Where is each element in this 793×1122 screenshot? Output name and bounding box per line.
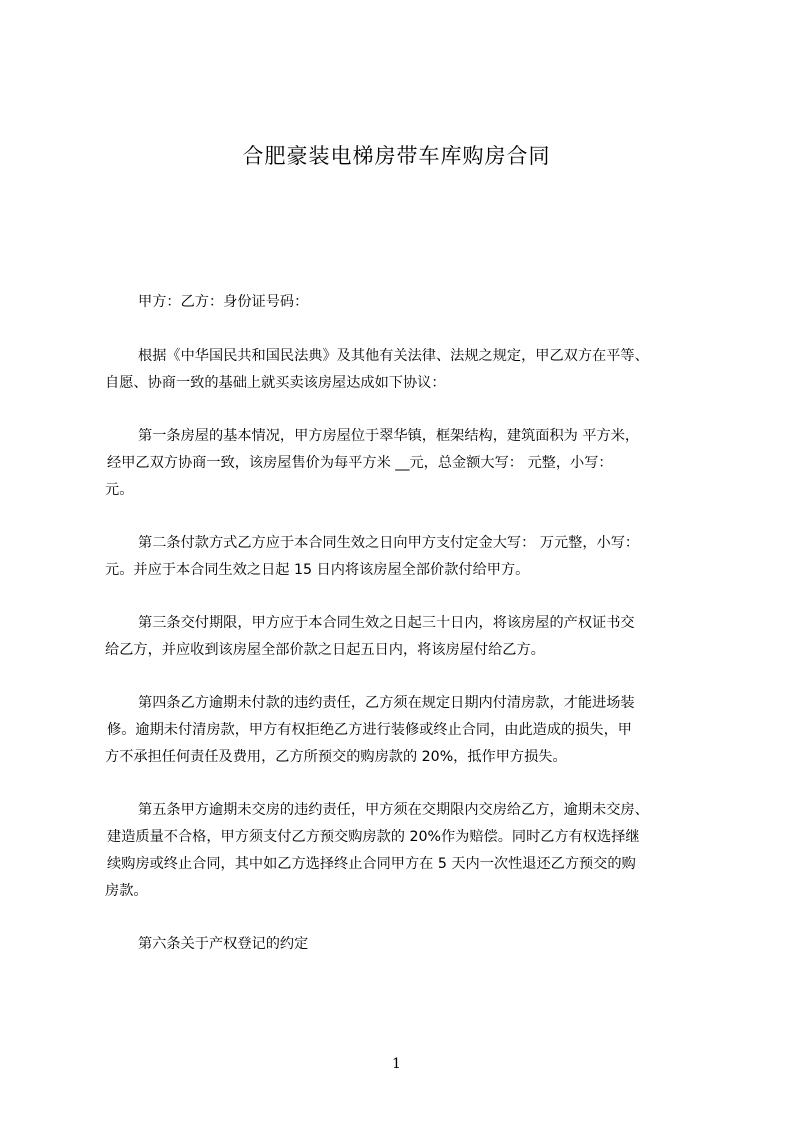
article-2-line-2: 元。并应于本合同生效之日起 15 日内将该房屋全部价款付给甲方。 [105,562,530,578]
article-4-line-3: 方不承担任何责任及费用，乙方所预交的购房款的 20%，抵作甲方损失。 [105,749,567,765]
article-2-line-1: 第二条付款方式乙方应于本合同生效之日向甲方支付定金大写： 万元整，小写： [138,535,640,551]
article-6-line-1: 第六条关于产权登记的约定 [138,936,309,952]
article-1-line-3: 元。 [105,482,134,498]
preamble-line-2: 自愿、协商一致的基础上就买卖该房屋达成如下协议： [105,375,446,391]
preamble-line-1: 根据《中华国民共和国民法典》及其他有关法律、法规之规定，甲乙双方在平等、 [138,348,649,364]
article-3-line-2: 给乙方，并应收到该房屋全部价款之日起五日内，将该房屋付给乙方。 [105,642,545,658]
article-1-line-2: 经甲乙双方协商一致，该房屋售价为每平方米 __元，总金额大写： 元整，小写： [107,455,613,471]
document-title: 合肥豪装电梯房带车库购房合同 [242,144,551,168]
article-5-line-2: 建造质量不合格，甲方须支付乙方预交购房款的 20%作为赔偿。同时乙方有权选择继 [107,829,640,845]
page-number: 1 [392,1056,401,1072]
article-3-line-1: 第三条交付期限，甲方应于本合同生效之日起三十日内，将该房屋的产权证书交 [138,615,635,631]
article-4-line-2: 修。逾期未付清房款，甲方有权拒绝乙方进行装修或终止合同，由此造成的损失，甲 [107,722,632,738]
article-1-line-1: 第一条房屋的基本情况，甲方房屋位于翠华镇，框架结构，建筑面积为 平方米， [138,428,640,444]
article-5-line-1: 第五条甲方逾期未交房的违约责任，甲方须在交期限内交房给乙方，逾期未交房、 [138,802,649,818]
article-5-line-3: 续购房或终止合同，其中如乙方选择终止合同甲方在 5 天内一次性退还乙方预交的购 [107,856,636,872]
parties-line: 甲方：乙方：身份证号码： [138,294,309,310]
article-4-line-1: 第四条乙方逾期未付款的违约责任，乙方须在规定日期内付清房款，才能进场装 [138,695,635,711]
article-5-line-4: 房款。 [105,883,148,899]
